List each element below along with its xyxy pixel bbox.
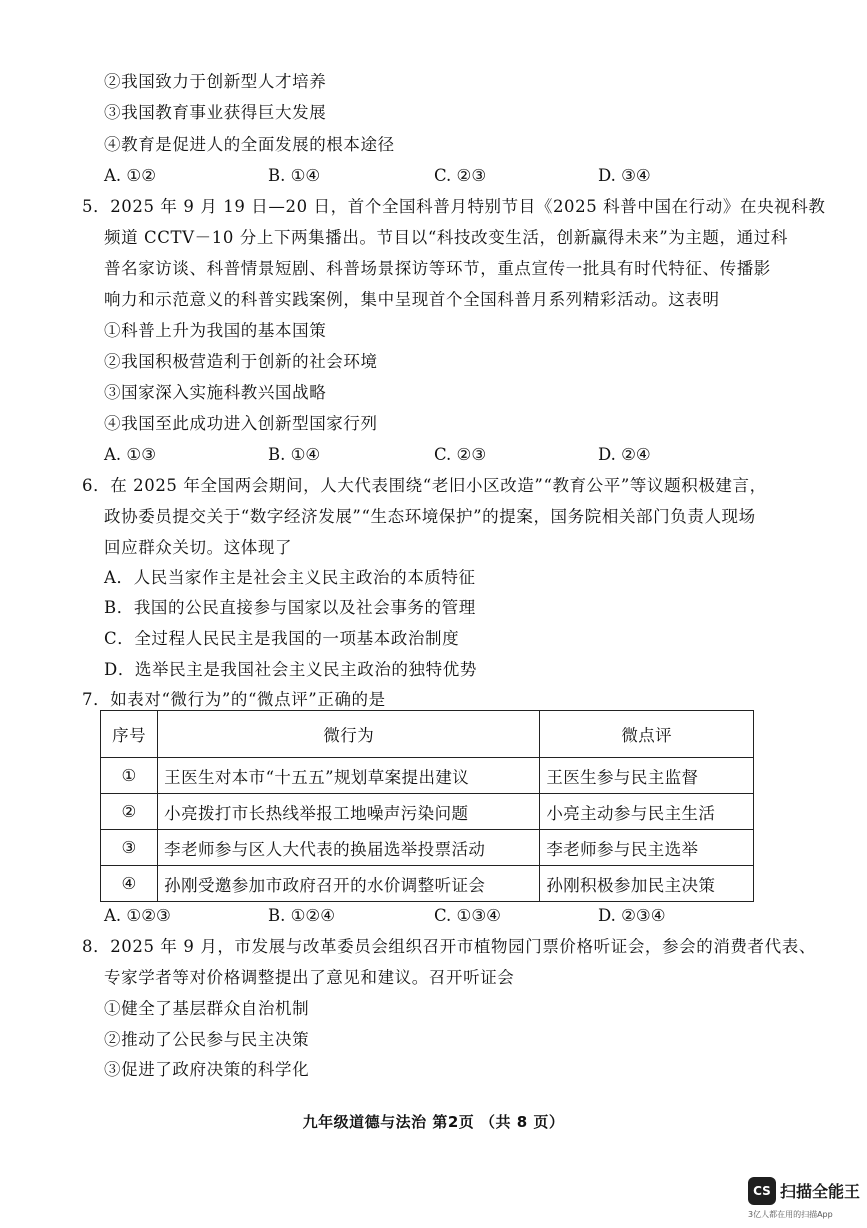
- table-row: [101, 758, 754, 794]
- q8-stem-line: 8．2025 年 9 月，市发展与改革委员会组织召开市植物园门票价格听证会，参会的消费者代表、: [82, 937, 816, 956]
- q5-stem-line: 5．2025 年 9 月 19 日—20 日，首个全国科普月特别节目《2025 科普中国在行动》在央视科教: [82, 197, 826, 216]
- table-row: [101, 866, 754, 902]
- q5-option-d: D. ②④: [598, 445, 651, 464]
- q7-table: [100, 710, 754, 902]
- camscanner-logo-icon: CS: [748, 1177, 776, 1205]
- q8-item-2: ②推动了公民参与民主决策: [104, 1030, 310, 1049]
- table-cell: ②: [101, 794, 158, 830]
- q5-item-4: ④我国至此成功进入创新型国家行列: [104, 414, 378, 433]
- q7-option-d: D. ②③④: [598, 906, 666, 925]
- q6-option-c: C．全过程人民民主是我国的一项基本政治制度: [104, 629, 460, 648]
- q5-option-b: B. ①④: [268, 445, 321, 464]
- q4-option-b: B. ①④: [268, 166, 321, 185]
- table-header-cell: 微行为: [158, 711, 540, 758]
- q8-item-3: ③促进了政府决策的科学化: [104, 1060, 310, 1079]
- table-cell: 王医生对本市“十五五”规划草案提出建议: [158, 758, 540, 794]
- q4-item-2: ②我国致力于创新型人才培养: [104, 72, 327, 91]
- q6-option-d: D．选举民主是我国社会主义民主政治的独特优势: [104, 660, 477, 679]
- q5-stem-line: 普名家访谈、科普情景短剧、科普场景探访等环节，重点宣传一批具有时代特征、传播影: [104, 259, 771, 278]
- q5-item-1: ①科普上升为我国的基本国策: [104, 321, 327, 340]
- q5-stem-line: 响力和示范意义的科普实践案例，集中呈现首个全国科普月系列精彩活动。这表明: [104, 290, 720, 309]
- q6-option-b: B．我国的公民直接参与国家以及社会事务的管理: [104, 598, 476, 617]
- q4-option-c: C. ②③: [434, 166, 487, 185]
- table-row: [101, 794, 754, 830]
- page-footer: 九年级道德与法治 第2页 （共 8 页）: [302, 1113, 565, 1131]
- q6-stem-line: 政协委员提交关于“数字经济发展”“生态环境保护”的提案，国务院相关部门负责人现场: [104, 507, 756, 526]
- table-cell: ④: [101, 866, 158, 902]
- q4-option-d: D. ③④: [598, 166, 651, 185]
- q7-option-b: B. ①②④: [268, 906, 335, 925]
- table-header-cell: 序号: [101, 711, 158, 758]
- watermark-tagline: 3亿人都在用的扫描App: [748, 1210, 833, 1219]
- q7-stem: 7．如表对“微行为”的“微点评”正确的是: [82, 690, 386, 709]
- table-cell: 李老师参与民主选举: [540, 830, 754, 866]
- q5-stem-line: 频道 CCTV－10 分上下两集播出。节目以“科技改变生活，创新赢得未来”为主题，通过科: [104, 228, 788, 247]
- q4-item-3: ③我国教育事业获得巨大发展: [104, 103, 327, 122]
- scanner-watermark: [748, 1177, 866, 1223]
- table-cell: 孙刚受邀参加市政府召开的水价调整听证会: [158, 866, 540, 902]
- table-header-cell: 微点评: [540, 711, 754, 758]
- table-header-row: [101, 711, 754, 758]
- q5-option-c: C. ②③: [434, 445, 487, 464]
- q5-option-a: A. ①③: [104, 445, 156, 464]
- table-cell: ③: [101, 830, 158, 866]
- q6-option-a: A．人民当家作主是社会主义民主政治的本质特征: [104, 568, 476, 587]
- table-cell: 孙刚积极参加民主决策: [540, 866, 754, 902]
- q4-option-a: A. ①②: [104, 166, 156, 185]
- q6-stem-line: 回应群众关切。这体现了: [104, 538, 293, 557]
- q7-option-c: C. ①③④: [434, 906, 501, 925]
- table-cell: 李老师参与区人大代表的换届选举投票活动: [158, 830, 540, 866]
- q5-item-2: ②我国积极营造利于创新的社会环境: [104, 352, 378, 371]
- table-cell: ①: [101, 758, 158, 794]
- q7-option-a: A. ①②③: [104, 906, 171, 925]
- q4-item-4: ④教育是促进人的全面发展的根本途径: [104, 135, 395, 154]
- q6-stem-line: 6．在 2025 年全国两会期间，人大代表围绕“老旧小区改造”“教育公平”等议题积极建言，: [82, 476, 767, 495]
- table-cell: 小亮拨打市长热线举报工地噪声污染问题: [158, 794, 540, 830]
- table-cell: 王医生参与民主监督: [540, 758, 754, 794]
- q8-stem-line: 专家学者等对价格调整提出了意见和建议。召开听证会: [104, 968, 515, 987]
- q5-item-3: ③国家深入实施科教兴国战略: [104, 383, 327, 402]
- q8-item-1: ①健全了基层群众自治机制: [104, 999, 310, 1018]
- table-cell: 小亮主动参与民主生活: [540, 794, 754, 830]
- watermark-app-name: 扫描全能王: [780, 1182, 861, 1201]
- table-row: [101, 830, 754, 866]
